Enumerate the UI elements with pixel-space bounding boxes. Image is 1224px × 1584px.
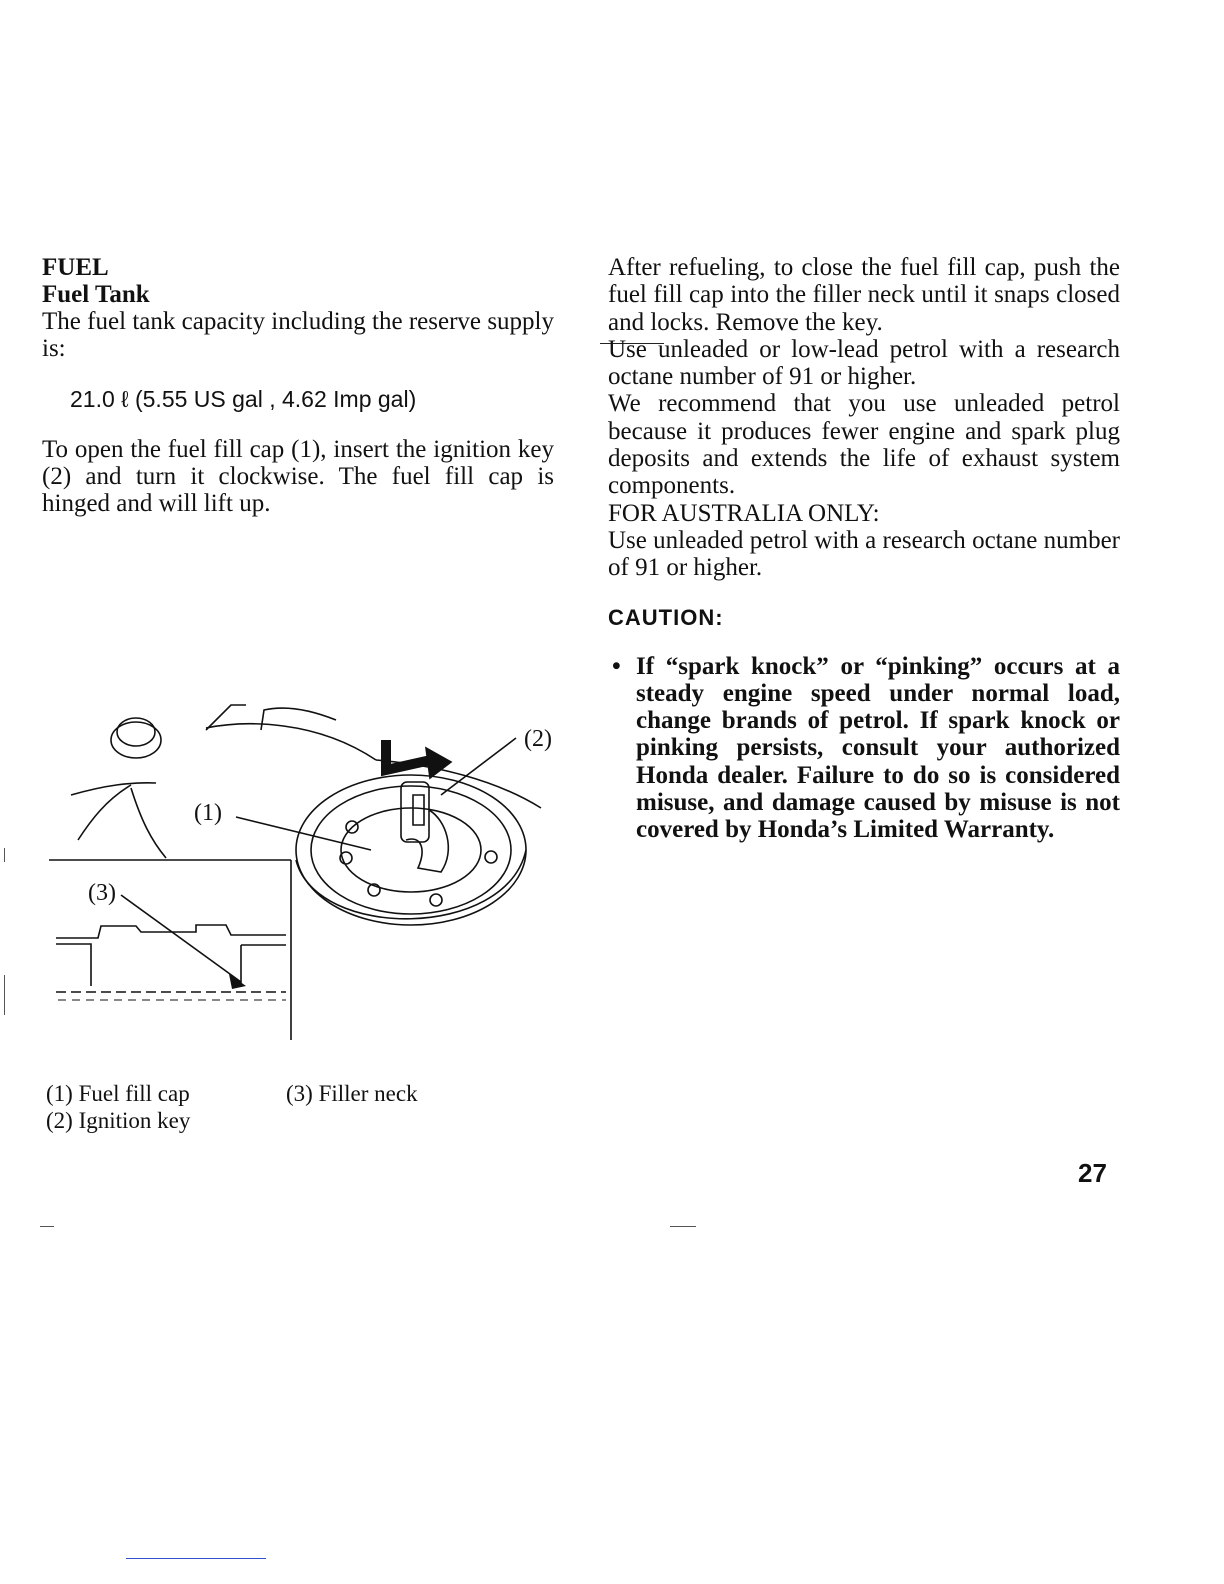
scan-mark <box>4 975 5 1015</box>
fuel-cap-drawing <box>46 700 566 1045</box>
closing-instructions: After refueling, to close the fuel fill cap, push the fuel fill cap into the filler neck until it snaps closed and locks. Remove the key. <box>608 254 1120 336</box>
capacity-value: 21.0 ℓ (5.55 US gal , 4.62 Imp gal) <box>70 385 417 412</box>
caution-label: CAUTION: <box>608 604 724 630</box>
fuel-recommendation: We recommend that you use unleaded petrol because it produces fewer engine and spark plug deposits and extends the life of exhaust system components. <box>608 390 1120 500</box>
legend-item-fuel-fill-cap: (1) Fuel fill cap <box>46 1081 190 1106</box>
scan-mark <box>670 1226 696 1227</box>
left-column <box>42 254 554 517</box>
scan-mark <box>40 1226 54 1227</box>
callout-1: (1) <box>194 800 222 826</box>
scan-mark <box>126 1558 266 1559</box>
callout-3: (3) <box>88 880 116 906</box>
caution-text: If “spark knock” or “pinking” occurs at a steady engine speed under normal load, change brands of petrol. If spark knock or pinking persists, consult your authorized Honda dealer. Failure to do so is considered misuse, and damage caused by misuse is not covered by Honda’s Limited Warranty. <box>636 652 1120 844</box>
subsection-title: Fuel Tank <box>42 281 150 308</box>
fuel-cap-illustration <box>46 700 566 1045</box>
caution-item <box>608 653 1120 844</box>
scan-mark <box>4 848 5 862</box>
callout-2: (2) <box>524 726 552 752</box>
legend-item-ignition-key: (2) Ignition key <box>46 1108 191 1133</box>
fuel-spec: Use unleaded or low-lead petrol with a research octane number of 91 or higher. <box>608 335 1120 391</box>
page-number: 27 <box>1078 1158 1107 1188</box>
legend-item-filler-neck: (3) Filler neck <box>286 1081 418 1106</box>
section-title: FUEL <box>42 254 109 281</box>
opening-instructions: To open the fuel fill cap (1), insert the ignition key (2) and turn it clockwise. The fuel fill cap is hinged and will lift up. <box>42 435 554 518</box>
caution-bullet: • <box>612 652 621 680</box>
australia-heading: FOR AUSTRALIA ONLY: <box>608 499 880 527</box>
capacity-intro: The fuel tank capacity including the reserve supply is: <box>42 308 554 363</box>
right-column <box>608 254 1120 844</box>
australia-text: Use unleaded petrol with a research octane number of 91 or higher. <box>608 526 1120 582</box>
